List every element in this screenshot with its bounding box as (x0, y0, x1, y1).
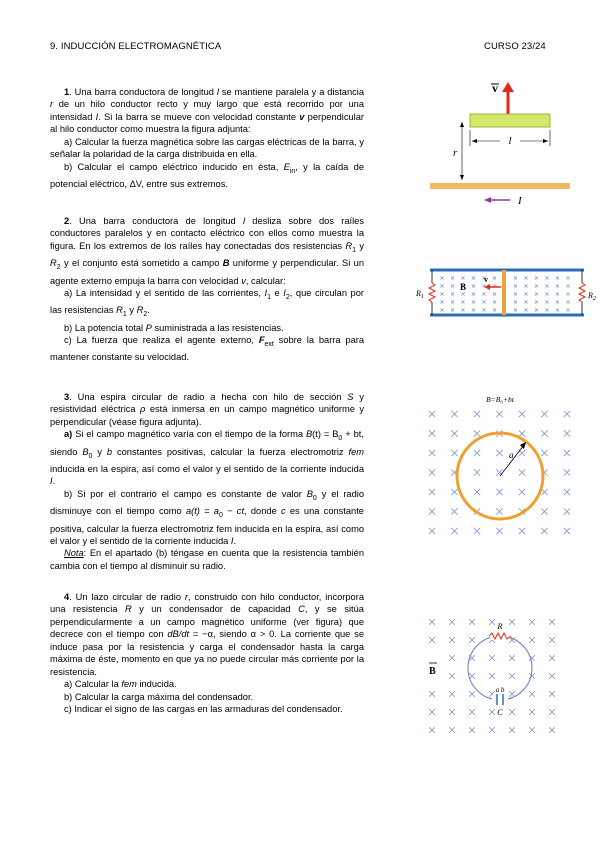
field-cross (529, 619, 535, 625)
field-cross (493, 300, 496, 303)
field-cross (474, 430, 480, 436)
text: de un hilo conductor recto y muy largo que está recorrido por una intensidad (50, 99, 364, 122)
text: b) Calcular el campo eléctrico inducido en ésta, (64, 161, 284, 172)
text: , donde (244, 506, 281, 517)
var: I (283, 287, 286, 298)
field-cross (429, 528, 435, 534)
field-cross (549, 691, 555, 697)
text: , construido con hilo conductor, incorpora una resistencia (50, 592, 364, 615)
part-a (50, 287, 364, 322)
var: v (241, 275, 246, 286)
field-cross (474, 411, 480, 417)
field-cross (564, 489, 570, 495)
var: R (50, 258, 57, 269)
problem-number: 2 (64, 216, 70, 226)
text: b) Si por el contrario el campo es constante de valor (64, 488, 307, 499)
arrowhead (543, 139, 548, 143)
var: R (136, 305, 144, 316)
field-cross (472, 276, 475, 279)
sub: 0 (312, 494, 317, 502)
var: R (124, 604, 132, 615)
field-cross (451, 489, 457, 495)
text: . (233, 535, 237, 546)
field-cross (449, 727, 455, 733)
field-cross (429, 508, 435, 514)
var: ρ (140, 404, 146, 415)
text: y el radio disminuye con el tiempo como (50, 488, 364, 517)
field-cross (524, 276, 527, 279)
text: inducida en la espira, así como el valor y el sentido de la corriente inducida (50, 463, 364, 474)
var: E (283, 161, 290, 172)
note (50, 547, 364, 572)
field-cross (440, 284, 443, 287)
field-cross (545, 276, 548, 279)
B-label: B (429, 666, 436, 677)
note-label: Nota (64, 548, 84, 559)
problem-4 (50, 591, 364, 716)
field-cross (451, 528, 457, 534)
field-cross (556, 284, 559, 287)
sub: 0 (88, 452, 93, 460)
sub: 2 (143, 311, 148, 319)
field-cross (514, 308, 517, 311)
field-cross (535, 308, 538, 311)
field-cross (566, 300, 569, 303)
problem-number: 4 (64, 592, 70, 602)
var: dB/dt (167, 629, 190, 640)
field-cross (451, 508, 457, 514)
text: inducida. (136, 679, 177, 690)
field-cross (509, 727, 515, 733)
part-b (50, 161, 364, 191)
conducting-bar (470, 114, 550, 127)
var: l (216, 87, 219, 97)
text: = −α, siendo α > 0. La corriente que se induce pasa por la resistencia y carga el condensador hasta la carga máxima de éste, momento en que ya no puede circular más corriente por la resistencia. (50, 629, 364, 677)
field-cross (545, 284, 548, 287)
field-cross (514, 300, 517, 303)
var: fem (348, 446, 364, 457)
text: perpendicular al hilo conductor como muestra la figura adjunta: (50, 111, 365, 135)
field-cross (549, 709, 555, 715)
field-cross (482, 308, 485, 311)
v-label: v (484, 275, 488, 284)
text: suministrada a las resistencias. (151, 322, 284, 333)
field-cross (472, 292, 475, 295)
field-cross (449, 637, 455, 643)
part-b (50, 322, 364, 334)
text: constantes positivas, calcular la fuerza electromotriz (112, 446, 349, 457)
field-cross (489, 619, 495, 625)
var: − ct (222, 506, 245, 517)
R1-text: R (416, 289, 421, 298)
field-cross (545, 292, 548, 295)
field-cross (429, 637, 435, 643)
field-cross (449, 655, 455, 661)
field-cross (429, 489, 435, 495)
var: R (116, 305, 123, 316)
R1-sub: 1 (420, 294, 424, 300)
field-cross (472, 300, 475, 303)
sub: 0 (338, 435, 343, 443)
field-cross (429, 469, 435, 475)
arrowhead (472, 139, 477, 143)
var: I (230, 535, 234, 546)
field-cross (461, 308, 464, 311)
field-cross (535, 300, 538, 303)
problem-3 (50, 391, 364, 572)
part-a: a) Calcular la fuerza magnética sobre las cargas eléctricas de la barra, y señalar la polaridad de la carga distribuida en ella. (50, 136, 364, 160)
field-cross (429, 450, 435, 456)
field-cross (469, 619, 475, 625)
long-wire (430, 183, 570, 189)
var: fem (121, 679, 137, 690)
field-cross (474, 469, 480, 475)
field-cross (519, 469, 525, 475)
field-cross (519, 430, 525, 436)
field-cross (549, 727, 555, 733)
part-c: c) Indicar el signo de las cargas en las armaduras del condensador. (64, 704, 343, 715)
field-cross (541, 450, 547, 456)
field-cross (529, 691, 535, 697)
field-cross (489, 727, 495, 733)
field-cross (449, 691, 455, 697)
field-cross (451, 450, 457, 456)
l-label: l (508, 135, 512, 147)
field-cross (474, 489, 480, 495)
field-cross (535, 276, 538, 279)
R2-text: R (588, 291, 593, 300)
field-cross (496, 450, 502, 456)
field-cross (451, 284, 454, 287)
field-cross (524, 292, 527, 295)
text: , que circulan por las resistencias (50, 287, 364, 316)
field-cross (472, 284, 475, 287)
part-a (50, 428, 364, 488)
B-label: B (460, 282, 467, 292)
text: a) Calcular la (64, 679, 122, 690)
field-cross (449, 709, 455, 715)
field-cross (529, 709, 535, 715)
plate-labels: a b (495, 686, 505, 694)
var: a(t) = a (185, 506, 219, 517)
field-cross (429, 691, 435, 697)
field-cross (489, 709, 495, 715)
field-cross (519, 411, 525, 417)
sub: 1 (122, 311, 127, 319)
text: c) La fuerza que realiza el agente externo, (64, 335, 259, 346)
C-label: C (497, 707, 503, 717)
sub: 0 (218, 512, 223, 520)
field-cross (535, 284, 538, 287)
field-cross (496, 411, 502, 417)
field-cross (509, 619, 515, 625)
field-cross (566, 308, 569, 311)
problem-number: 3 (64, 392, 70, 402)
field-cross (549, 619, 555, 625)
field-cross (451, 292, 454, 295)
field-cross (496, 489, 502, 495)
var: C (298, 604, 305, 615)
text: . Una barra conductora de longitud (69, 87, 217, 97)
field-cross (556, 300, 559, 303)
arrowhead (460, 122, 464, 127)
field-cross (440, 300, 443, 303)
field-cross (514, 292, 517, 295)
r-label: r (453, 147, 458, 159)
var: v (299, 111, 305, 122)
field-cross (514, 284, 517, 287)
var: I (95, 111, 99, 122)
arrowhead (460, 175, 464, 180)
text: está inmersa en un campo magnético uniforme y perpendicular (véase figura adjunta). (50, 404, 364, 427)
resistor-R1 (429, 283, 435, 302)
field-cross (451, 300, 454, 303)
field-cross (493, 276, 496, 279)
text: desliza sobre dos raíles conductores paralelos y en contacto eléctrico con ellos como muestra la figura. En los extremos de los raíles hay conectadas dos resistencias (50, 216, 364, 251)
field-cross (564, 430, 570, 436)
field-cross (493, 292, 496, 295)
text: b) La potencia total (64, 322, 146, 333)
sub: ext (264, 340, 274, 348)
problem-1 (50, 86, 364, 190)
field-cross (451, 411, 457, 417)
field-cross (524, 284, 527, 287)
field-cross (469, 709, 475, 715)
sub: in (289, 167, 296, 175)
R-label: R (497, 621, 503, 631)
field-cross (529, 637, 535, 643)
var: r (184, 592, 189, 602)
var: b (106, 446, 113, 457)
R2-sub: 2 (592, 296, 596, 302)
sub: 2 (285, 293, 290, 301)
field-cross (429, 619, 435, 625)
field-crosses (429, 411, 570, 534)
figure-1-bar-wire (420, 80, 580, 210)
var: c (280, 506, 286, 517)
var: B (305, 429, 313, 440)
field-cross (545, 308, 548, 311)
field-cross (564, 469, 570, 475)
field-cross (449, 619, 455, 625)
text: es una constante positiva, calcular la fuerza electromotriz fem inducida en la espira, así como el valor y el sentido de la corriente inducida (50, 506, 364, 546)
text: . Si la barra se mueve con velocidad constante (98, 111, 300, 122)
field-cross (509, 655, 515, 661)
text: se mantiene paralela y a distancia (218, 87, 364, 97)
field-cross (461, 276, 464, 279)
field-cross (541, 430, 547, 436)
gap (492, 695, 508, 703)
field-cross (524, 300, 527, 303)
field-cross (493, 308, 496, 311)
field-cross (509, 709, 515, 715)
field-cross (472, 308, 475, 311)
field-cross (451, 276, 454, 279)
part-c (50, 334, 364, 364)
text: . Una espira circular de radio (69, 392, 211, 402)
text: , y se sitúa perpendicularmente a un campo magnético uniforme (ver figura) que decrece con el tiempo con (50, 604, 364, 640)
field-cross (489, 655, 495, 661)
field-cross (564, 450, 570, 456)
field-cross (549, 655, 555, 661)
field-cross (482, 300, 485, 303)
field-cross (474, 450, 480, 456)
field-cross (529, 727, 535, 733)
radius-arrowhead (520, 442, 526, 449)
text: , calcular: (245, 275, 286, 286)
var: l (242, 216, 246, 226)
R2-label (587, 291, 596, 302)
R1-label (415, 289, 424, 300)
field-cross (564, 528, 570, 534)
text: y el conjunto está sometido a campo (60, 258, 223, 269)
field-cross (549, 637, 555, 643)
text: y (126, 305, 137, 316)
part-a (50, 678, 364, 690)
part-b (50, 488, 364, 548)
field-cross (545, 300, 548, 303)
field-cross (489, 673, 495, 679)
field-cross (566, 276, 569, 279)
var: B (306, 488, 313, 499)
field-cross (541, 528, 547, 534)
text: . Una barra conductora de longitud (69, 216, 243, 226)
field-cross (519, 528, 525, 534)
a-label: a (509, 450, 514, 460)
field-cross (429, 709, 435, 715)
field-cross (451, 308, 454, 311)
field-cross (556, 292, 559, 295)
field-cross (482, 292, 485, 295)
field-cross (496, 528, 502, 534)
velocity-arrowhead (502, 82, 514, 92)
var: I (50, 476, 53, 487)
field-cross (566, 292, 569, 295)
text: + bt (342, 429, 362, 440)
sliding-bar (502, 270, 506, 315)
field-cross (451, 430, 457, 436)
field-cross (541, 508, 547, 514)
text: y (356, 240, 364, 251)
problem-number: 1 (64, 87, 70, 97)
part-b: b) Calcular la carga máxima del condensador. (64, 691, 254, 702)
field-cross (440, 308, 443, 311)
field-cross (549, 673, 555, 679)
field-cross (429, 411, 435, 417)
field-cross (496, 508, 502, 514)
sub: 1 (267, 293, 271, 301)
var: P (145, 322, 152, 333)
text: a) La intensidad y el sentido de las corrientes, (64, 287, 265, 298)
text: : En el apartado (b) téngase en cuenta que la resistencia también cambia con el tiempo al disminuir su radio. (50, 548, 364, 571)
field-cross (469, 727, 475, 733)
field-cross (469, 691, 475, 697)
field-cross (449, 673, 455, 679)
field-cross (461, 300, 464, 303)
field-cross (474, 528, 480, 534)
var: I (264, 287, 268, 298)
sub: 1 (352, 246, 357, 254)
text: uniforme y perpendicular. Si un agente externo empuja la barra con velocidad (50, 258, 364, 286)
field-cross (524, 308, 527, 311)
field-cross (514, 276, 517, 279)
text: sobre la barra para mantener constante su velocidad. (50, 335, 365, 363)
var: r (50, 99, 54, 110)
header-course: CURSO 23/24 (484, 41, 546, 52)
text: hecha con hilo de sección (215, 392, 348, 402)
text: y (92, 446, 107, 457)
current-arrowhead (484, 197, 491, 203)
var: a (210, 392, 216, 402)
field-cross (440, 276, 443, 279)
I-label: I (518, 195, 522, 207)
figure-2-rails (412, 263, 596, 323)
var: B (82, 446, 89, 457)
var: R (345, 240, 353, 251)
field-formula: B=B₀+bt (486, 395, 514, 404)
text: e (270, 287, 284, 298)
figure-3-loop (420, 392, 580, 542)
field-cross (469, 637, 475, 643)
field-cross (564, 411, 570, 417)
text: y resistividad eléctrica (50, 392, 364, 415)
field-cross (541, 411, 547, 417)
problem-2 (50, 215, 364, 364)
text: , siendo (50, 429, 364, 457)
field-cross (556, 308, 559, 311)
v-label: v (492, 81, 498, 95)
var: F (258, 335, 265, 346)
text: (t) = B (312, 429, 339, 440)
text: . Un lazo circular de radio (69, 592, 185, 602)
text: . (52, 476, 56, 487)
sub: 2 (56, 264, 61, 272)
field-cross (535, 292, 538, 295)
field-cross (564, 508, 570, 514)
header-title: 9. INDUCCIÓN ELECTROMAGNÉTICA (50, 41, 222, 52)
field-cross (496, 469, 502, 475)
field-cross (461, 292, 464, 295)
text: y un condensador de capacidad (131, 604, 299, 615)
text: . (147, 305, 150, 316)
field-cross (566, 284, 569, 287)
field-cross (556, 276, 559, 279)
text: Si el campo magnético varía con el tiempo de la forma (75, 429, 306, 440)
field-cross (429, 430, 435, 436)
var: B (222, 258, 230, 269)
field-cross (440, 292, 443, 295)
field-cross (509, 673, 515, 679)
field-cross (509, 691, 515, 697)
var: S (347, 392, 354, 402)
field-cross (429, 727, 435, 733)
text: , y la caída de potencial eléctrico, ΔV, entre sus extremos. (50, 161, 364, 190)
label: a) (64, 429, 76, 440)
resistor-R2 (579, 283, 585, 302)
figure-4-rc-loop (420, 612, 580, 737)
field-cross (519, 489, 525, 495)
